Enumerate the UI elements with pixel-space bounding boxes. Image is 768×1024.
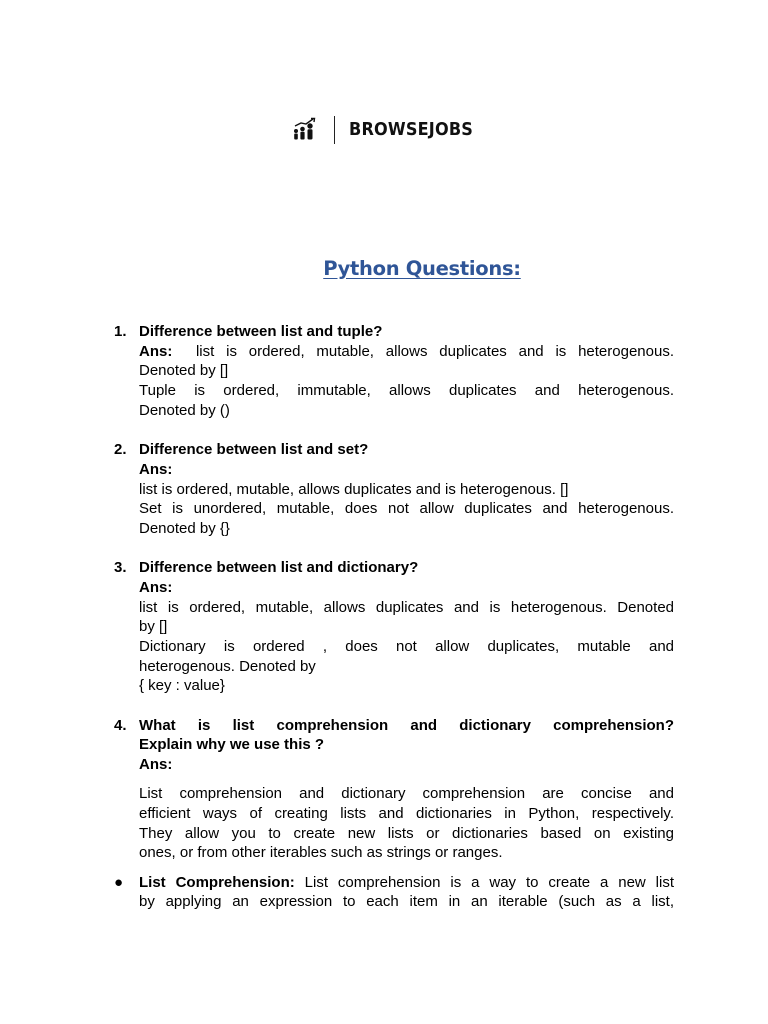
question-text: What is list comprehension and dictionary comprehension? (139, 716, 674, 734)
logo-divider (334, 116, 335, 144)
page-title (38, 257, 768, 280)
answer-line: efficient ways of creating lists and dictionaries in Python, respectively. (139, 805, 674, 823)
question-text: Explain why we use this ? (139, 736, 325, 754)
bullet-line: by applying an expression to each item in an iterable (such as a list, (139, 893, 674, 911)
bullet-item (114, 873, 674, 912)
question-number: 1. (114, 323, 127, 340)
answer-line: Denoted by [] (139, 362, 229, 380)
bullet-term: List Comprehension: (139, 873, 295, 891)
answer-line: Set is unordered, mutable, does not allow duplicates and heterogenous. (139, 500, 674, 518)
question-item (114, 440, 674, 539)
question-text: Difference between list and dictionary? (139, 559, 419, 577)
people-growth-icon (292, 117, 318, 143)
answer-line: Denoted by () (139, 401, 230, 419)
answer-line (139, 342, 674, 362)
answer-line: They allow you to create new lists or dictionaries based on existing (139, 824, 674, 842)
bullet-text: List comprehension is a way to create a new list (304, 873, 674, 891)
question-item (114, 558, 674, 696)
answer-label: Ans: (139, 578, 173, 596)
answer-line: by [] (139, 618, 168, 636)
answer-line: list is ordered, mutable, allows duplicates and is heterogenous. [] (139, 480, 569, 498)
answer-line: list is ordered, mutable, allows duplicates and is heterogenous. Denoted (139, 598, 674, 616)
answer-line: Dictionary is ordered , does not allow duplicates, mutable and (139, 638, 674, 656)
bullet-marker: ● (114, 873, 124, 891)
answer-label: Ans: (139, 756, 173, 774)
question-item (114, 716, 674, 863)
answer-line: List comprehension and dictionary comprehension are concise and (139, 785, 674, 803)
question-item (114, 322, 674, 421)
answer-line: heterogenous. Denoted by (139, 657, 316, 675)
question-text: Difference between list and set? (139, 441, 369, 459)
answer-line: { key : value} (139, 677, 225, 695)
answer-text: list is ordered, mutable, allows duplicates and is heterogenous. (195, 342, 674, 360)
brand-name: BROWSEJOBS (349, 120, 474, 140)
question-number: 3. (114, 559, 127, 577)
brand-logo (292, 115, 484, 145)
question-text: Difference between list and tuple? (139, 323, 383, 340)
bullet-line (139, 873, 674, 893)
answer-label: Ans: (139, 460, 173, 478)
question-number: 2. (114, 441, 127, 459)
answer-line: Tuple is ordered, immutable, allows duplicates and heterogenous. (139, 382, 674, 400)
question-number: 4. (114, 716, 127, 734)
answer-line: ones, or from other iterables such as strings or ranges. (139, 844, 503, 862)
page-title-text: Python Questions: (323, 257, 521, 280)
answer-label: Ans: (139, 342, 173, 360)
answer-line: Denoted by {} (139, 519, 230, 537)
document-body (114, 322, 674, 912)
